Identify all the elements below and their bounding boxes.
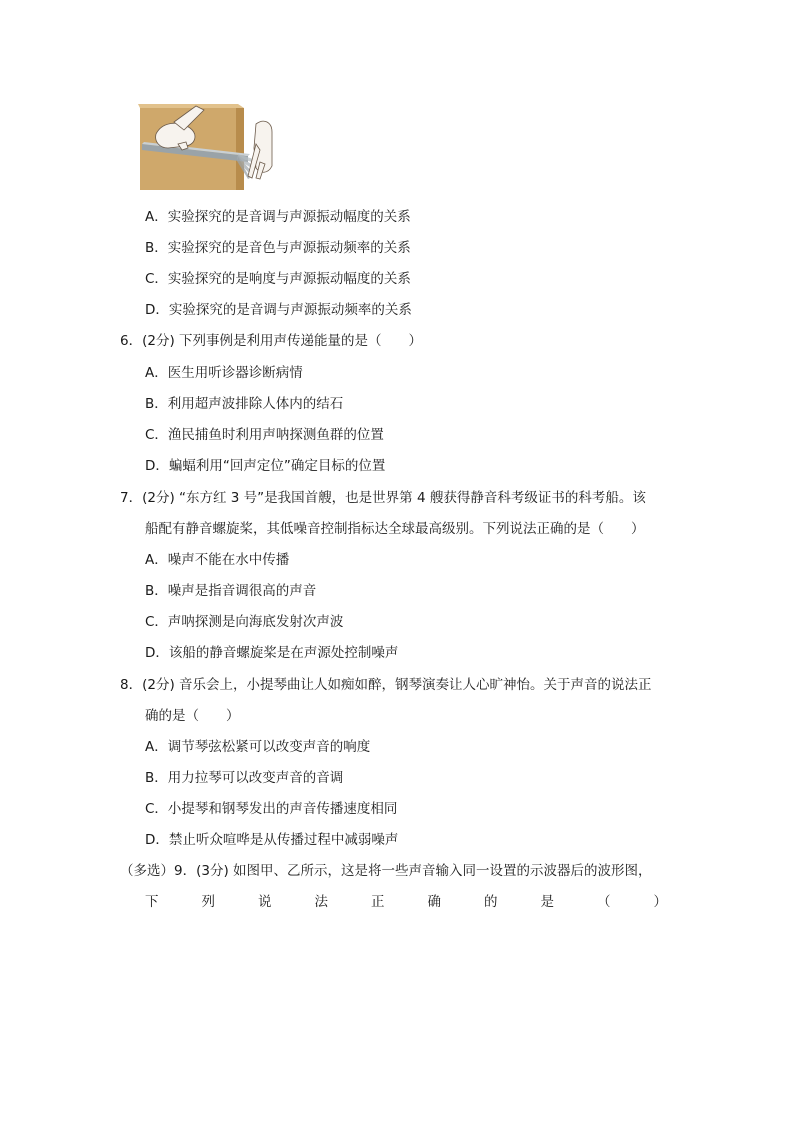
q9-char: ） — [653, 894, 667, 910]
q6-option-d: D．蝙蝠利用“回声定位”确定目标的位置 — [145, 458, 386, 474]
q9-char: 说 — [258, 894, 272, 910]
q9-char: 下 — [145, 894, 159, 910]
q6-stem: 6．(2分) 下列事例是利用声传递能量的是（ ） — [120, 333, 423, 349]
q5-option-d: D．实验探究的是音调与声源振动频率的关系 — [145, 302, 412, 318]
q7-option-b: B．噪声是指音调很高的声音 — [145, 583, 317, 599]
q9-char: 正 — [371, 894, 385, 910]
q9-char: 是 — [540, 894, 554, 910]
q8-option-c: C．小提琴和钢琴发出的声音传播速度相同 — [145, 801, 398, 817]
q7-option-a: A．噪声不能在水中传播 — [145, 552, 290, 568]
q8-option-a: A．调节琴弦松紧可以改变声音的响度 — [145, 739, 371, 755]
q9-char: （ — [597, 894, 611, 910]
q9-stem-line2 — [145, 893, 667, 911]
q5-option-a: A．实验探究的是音调与声源振动幅度的关系 — [145, 209, 411, 225]
q7-option-c: C．声呐探测是向海底发射次声波 — [145, 614, 344, 630]
q9-char: 的 — [484, 894, 498, 910]
q5-option-c: C．实验探究的是响度与声源振动幅度的关系 — [145, 271, 411, 287]
q6-option-b: B．利用超声波排除人体内的结石 — [145, 396, 344, 412]
q9-stem-line1: （多选）9．(3分) 如图甲、乙所示，这是将一些声音输入同一设置的示波器后的波形图， — [120, 863, 652, 879]
q9-char: 列 — [201, 894, 215, 910]
q6-option-c: C．渔民捕鱼时利用声呐探测鱼群的位置 — [145, 427, 384, 443]
q8-option-b: B．用力拉琴可以改变声音的音调 — [145, 770, 344, 786]
q8-stem-line2: 确的是（ ） — [145, 708, 240, 724]
q7-stem-line2: 船配有静音螺旋桨，其低噪音控制指标达全球最高级别。下列说法正确的是（ ） — [145, 521, 645, 537]
q8-option-d: D．禁止听众喧哗是从传播过程中减弱噪声 — [145, 832, 399, 848]
q9-char: 确 — [427, 894, 441, 910]
q8-stem-line1: 8．(2分) 音乐会上，小提琴曲让人如痴如醉，钢琴演奏让人心旷神怡。关于声音的说法正 — [120, 677, 652, 693]
q7-option-d: D．该船的静音螺旋桨是在声源处控制噪声 — [145, 645, 399, 661]
q7-stem-line1: 7．(2分) “东方红 3 号”是我国首艘，也是世界第 4 艘获得静音科考级证书的科考船。该 — [120, 490, 646, 506]
right-hand — [248, 121, 272, 179]
q9-char: 法 — [314, 894, 328, 910]
q6-option-a: A．医生用听诊器诊断病情 — [145, 365, 303, 381]
q5-option-b: B．实验探究的是音色与声源振动频率的关系 — [145, 240, 411, 256]
ruler-experiment-illustration — [138, 104, 273, 192]
